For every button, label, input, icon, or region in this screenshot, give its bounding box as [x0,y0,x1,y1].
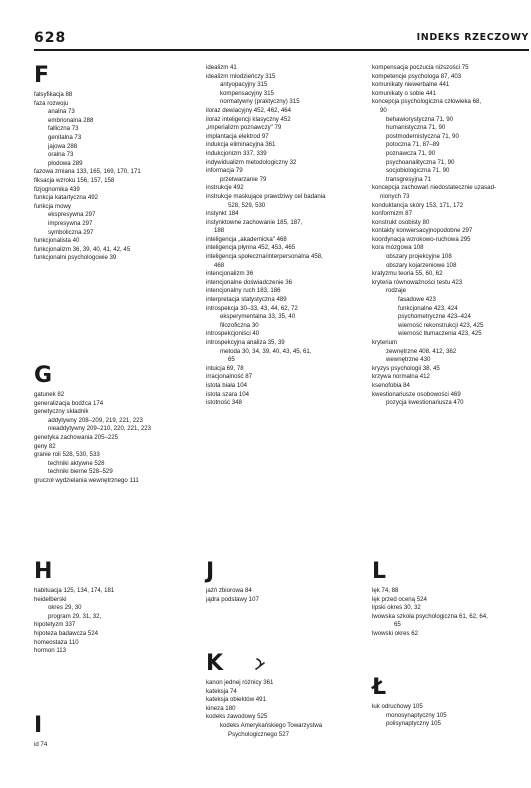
index-entry: granie roli 528, 530, 533 [34,451,100,459]
index-entry: falliczna 73 [48,125,79,133]
index-entry: lipski okres 30, 32 [372,604,421,612]
index-entry: kateksja 74 [206,687,237,695]
index-entry: kateksja obiektów 491 [206,696,266,704]
index-entry: kompensacja poczucia niższości 75 [372,64,469,71]
index-section-j [206,560,366,604]
index-entry: idealizm młodzieńczy 315 [206,72,276,80]
index-entry: inteligencja płynna 452, 453, 465 [206,244,296,252]
section-letter-k: K [206,652,366,676]
section-letter-j: J [206,559,215,584]
index-entry: id 74 [34,741,48,748]
index-entry: kora mózgowa 108 [372,244,424,252]
index-entry: intencjonalne doświadczenie 36 [206,278,293,286]
index-entry: jajowa 288 [48,142,78,150]
pen-mark-icon [253,657,267,671]
index-entry: introspekcyjna analiza 35, 39 [206,339,285,346]
index-entry: introspekcja 30–33, 43, 44, 62, 72 [206,304,298,312]
index-entry: antyopacyjny 315 [220,81,268,89]
section-letter-l-stroke: Ł [372,675,387,700]
index-entry: hipoteza badawcza 524 [34,629,99,637]
index-entry: funkcjonalne 423, 424 [398,304,458,312]
index-entry: metoda 30, 34, 39, 40, 43, 45, 61, [220,347,312,355]
index-entry: istota biała 104 [206,381,247,389]
index-section-k-continued [372,64,530,408]
index-entry: intencjonalizm 36 [206,270,254,278]
index-entry: rodzaje [386,287,406,295]
index-entry: kwestionariusze osobowości 469 [372,390,461,398]
index-entry: indywidualizm metodologiczny 32 [206,158,297,166]
index-entry: transgresyjna 71 [386,175,432,183]
index-entry: poznawcza 71, 90 [386,149,436,157]
index-entry: łuk odruchowy 105 [372,703,423,710]
index-entry: indukcjonizm 337, 339 [206,149,267,157]
page-header [34,30,529,46]
index-entry: lęk przed oceną 524 [372,595,427,603]
index-entry: Psychologicznego 527 [228,730,289,738]
index-entry: instynktowne zachowanie 185, 187, [206,218,303,226]
index-entry: koncepcja psychologiczna człowieka 68, [372,98,482,106]
index-entry: 65 [228,356,235,364]
running-head: INDEKS RZECZOWY [416,32,529,43]
index-entry: oralna 73 [48,151,74,159]
index-entry: genetyka zachowania 205–225 [34,433,119,441]
index-entry: „imperializm poznawczy" 79 [206,124,282,132]
index-entry: inteligencja „akademicka" 468 [206,235,287,243]
index-entry: intencjonalny ruch 183, 186 [206,287,281,295]
index-entry: kryterium [372,339,398,346]
index-entry: kineza 180 [206,704,236,712]
index-entry: 90 [380,106,387,114]
index-entry: obszary kojarzeniowe 108 [386,261,457,269]
index-entry: funkcjonalizm 36, 39, 40, 41, 42, 45 [34,245,131,253]
index-section-k [206,652,366,739]
index-entry: 528, 529, 530 [228,201,266,209]
index-entry: gruczoł wydzielania wewnętrznego 111 [34,476,139,484]
index-entry: psychoanalityczna 71, 90 [386,158,455,166]
index-entry: hormon 113 [34,647,67,655]
index-entry: embrionalna 288 [48,116,94,124]
index-entry: interpretacja statystyczna 489 [206,296,287,304]
index-entry: generalizacja bodźca 174 [34,399,104,407]
index-entry: istota szara 104 [206,390,250,398]
index-entry: inteligencja społeczna/interpersonalna 458, [206,253,323,261]
index-entry: okres 29, 30 [48,604,82,612]
index-entry: socjobiologiczna 71, 90 [386,167,450,175]
index-entry: intuicja 69, 78 [206,364,244,372]
index-section-g [34,364,194,486]
index-entry: płodowa 289 [48,159,83,167]
index-entry: filozoficzna 30 [220,321,259,329]
index-entry: kodeks Amerykańskiego Towarzystwa [220,721,323,729]
index-entry: jaźń zbiorowa 84 [206,587,252,594]
index-entry: wierność tłumaczenia 423, 425 [398,330,482,338]
index-entry: fasadowe 423 [398,296,436,304]
index-section-i [34,714,194,750]
index-entry: konstrukt osobisty 80 [372,218,430,226]
index-entry: nieaddytywny 209–210, 220, 221, 223 [48,425,151,433]
index-entry: kompetencje psychologa 87, 403 [372,72,462,80]
index-entry: fiksacja wzroku 156, 157, 158 [34,176,115,184]
section-letter-i: I [34,713,43,738]
index-entry: behawiorystyczna 71, 90 [386,115,454,123]
header-rule [34,49,529,51]
index-entry: eksperymentalna 33, 35, 40 [220,313,296,321]
index-entry: 468 [214,261,225,269]
index-entry: introspekcjoniści 40 [206,330,260,338]
index-entry: pozycja kwestionariusza 470 [386,399,464,407]
index-entry: obszary projekcyjne 108 [386,253,452,261]
index-entry: idealizm 41 [206,64,237,71]
index-entry: 188 [214,227,225,235]
index-entry: wierność rekonstrukcji 423, 425 [398,321,484,329]
index-entry: homeostaza 110 [34,638,79,646]
index-entry: informacja 79 [206,167,243,175]
index-entry: wewnętrzne 430 [386,356,431,364]
index-entry: falsyfikacja 88 [34,91,73,98]
index-entry: addytywny 208–209, 219, 221, 223 [48,416,143,424]
index-entry: fizjognomika 439 [34,185,80,193]
section-letter-g: G [34,363,53,388]
index-entry: analna 73 [48,108,75,116]
index-entry: lwowska szkoła psychologiczna 61, 62, 64, [372,612,488,620]
index-entry: konformizm 87 [372,210,412,218]
index-entry: kryteria równoważności testu 423 [372,278,463,286]
index-entry: koncepcja zachowań niedostatecznie uzasad- [372,184,496,192]
index-entry: implantacja elektrod 97 [206,132,269,140]
index-entry: geny 82 [34,442,56,450]
index-entry: funkcjonalni psychologowie 39 [34,254,117,262]
index-entry: polisynaptyczny 105 [386,720,441,728]
index-entry: monosynaptyczny 105 [386,711,447,719]
index-entry: kontakty konwersacyjnopodobne 297 [372,227,473,235]
index-entry: program 29, 31, 32, [48,612,102,620]
index-entry: irracjonalność 87 [206,373,253,381]
index-entry: przetwarzanie 79 [220,175,267,183]
index-entry: komunikaty niewerbalne 441 [372,81,450,89]
section-letter-l: L [372,559,387,584]
index-entry: ksenofobia 84 [372,381,410,389]
page-number: 628 [34,30,67,46]
index-entry: postmodernistyczna 71, 90 [386,132,459,140]
index-entry: psychometryczne 423–424 [398,313,471,321]
index-entry: kanon jednej różnicy 361 [206,679,274,686]
index-entry: potoczna 71, 87–89 [386,141,440,149]
index-section-i-continued [206,64,366,408]
index-section-l [372,560,530,639]
index-entry: lwowski okres 62 [372,629,419,637]
index-entry: techniki bierne 528–529 [48,468,113,476]
index-entry: gatunek 82 [34,391,65,398]
index-entry: kompensacyjny 315 [220,89,274,97]
index-entry: genitalna 73 [48,133,82,141]
index-entry: impresywna 297 [48,219,93,227]
index-entry: humanistyczna 71, 90 [386,124,446,132]
section-letter-h: H [34,559,53,584]
index-entry: habituacja 125, 134, 174, 181 [34,587,115,594]
index-entry: jądra podstawy 107 [206,595,259,603]
index-entry: indukcja eliminacyjna 361 [206,141,276,149]
index-entry: funkcja katartyczna 492 [34,194,99,202]
index-entry: instynkt 184 [206,210,239,218]
index-entry: iloraz dewiacyjny 452, 462, 464 [206,106,292,114]
index-entry: genetyczny składnik [34,408,89,416]
index-entry: faza rozwoju [34,99,69,107]
index-entry: 65 [394,621,401,629]
index-entry: normatywny (praktyczny) 315 [220,98,300,106]
index-entry: konduktancja skóry 153, 171, 172 [372,201,464,209]
index-entry: nionych 73 [380,192,410,200]
index-entry: techniki aktywne 528 [48,459,105,467]
index-entry: kratyzmu teoria 55, 60, 62 [372,270,443,278]
index-entry: iloraz inteligencji klasyczny 452 [206,115,291,123]
index-entry: kodeks zawodowy 525 [206,713,268,721]
index-section-h [34,560,194,656]
index-section-f [34,64,194,263]
index-entry: istotność 348 [206,399,242,407]
index-entry: fazowa zmiana 133, 165, 169, 170, 171 [34,168,141,176]
index-entry: kryzys psychologii 38, 45 [372,364,440,372]
index-entry: instrukcje maskujące prawdziwy cel badania [206,192,326,200]
index-entry: symboliczna 297 [48,228,94,236]
index-entry: funkcjonalista 40 [34,237,80,245]
index-entry: instrukcje 492 [206,184,244,192]
index-entry: koordynacja wzrokowo-ruchowa 295 [372,235,471,243]
index-entry: heidelberski [34,595,67,603]
index-entry: hipotetyzm 337 [34,621,76,629]
index-entry: zewnętrzne 408, 412, 362 [386,347,457,355]
index-entry: krzywa normalna 412 [372,373,430,381]
index-entry: ekspresywna 297 [48,211,96,219]
index-entry: komunikaty o sobie 441 [372,89,437,97]
section-letter-f: F [34,63,50,88]
index-entry: funkcja mowy [34,202,71,210]
index-section-l-stroke [372,676,530,729]
index-entry: lęk 74, 88 [372,587,399,594]
